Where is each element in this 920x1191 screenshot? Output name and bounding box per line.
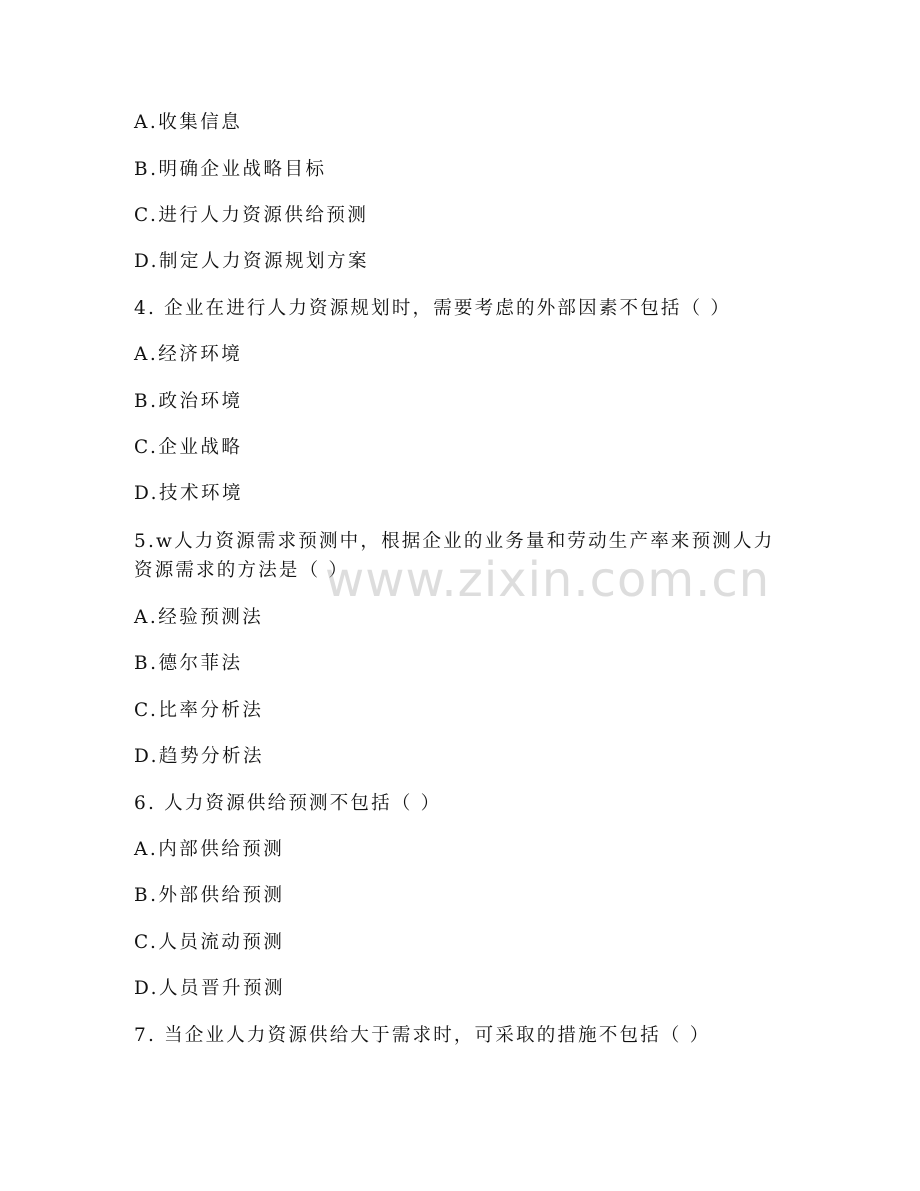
question-6-option-c: C.人员流动预测 xyxy=(134,932,285,953)
question-5-option-a: A.经验预测法 xyxy=(134,607,264,628)
option-d-hr-plan: D.制定人力资源规划方案 xyxy=(134,251,370,272)
question-7: 7. 当企业人力资源供给大于需求时，可采取的措施不包括（ ） xyxy=(134,1025,711,1046)
question-4-option-d: D.技术环境 xyxy=(134,483,244,504)
question-5-option-b: B.德尔菲法 xyxy=(134,653,243,674)
question-6-option-d: D.人员晋升预测 xyxy=(134,978,286,999)
question-5-line-2: 资源需求的方法是（ ） xyxy=(134,560,350,581)
question-6-option-b: B.外部供给预测 xyxy=(134,885,285,906)
question-5-line-1: 5.w人力资源需求预测中，根据企业的业务量和劳动生产率来预测人力 xyxy=(134,531,775,552)
question-6: 6. 人力资源供给预测不包括（ ） xyxy=(134,793,442,814)
watermark: www.zixin.com.cn xyxy=(325,552,771,608)
question-6-option-a: A.内部供给预测 xyxy=(134,839,285,860)
question-4-option-a: A.经济环境 xyxy=(134,344,243,365)
question-5-option-d: D.趋势分析法 xyxy=(134,746,265,767)
option-a-collect-info: A.收集信息 xyxy=(134,112,243,133)
question-4-option-c: C.企业战略 xyxy=(134,437,243,458)
option-b-clarify-strategy: B.明确企业战略目标 xyxy=(134,159,327,180)
question-4: 4. 企业在进行人力资源规划时，需要考虑的外部因素不包括（ ） xyxy=(134,298,732,319)
question-4-option-b: B.政治环境 xyxy=(134,391,243,412)
option-c-supply-forecast: C.进行人力资源供给预测 xyxy=(134,205,369,226)
question-5-option-c: C.比率分析法 xyxy=(134,700,264,721)
